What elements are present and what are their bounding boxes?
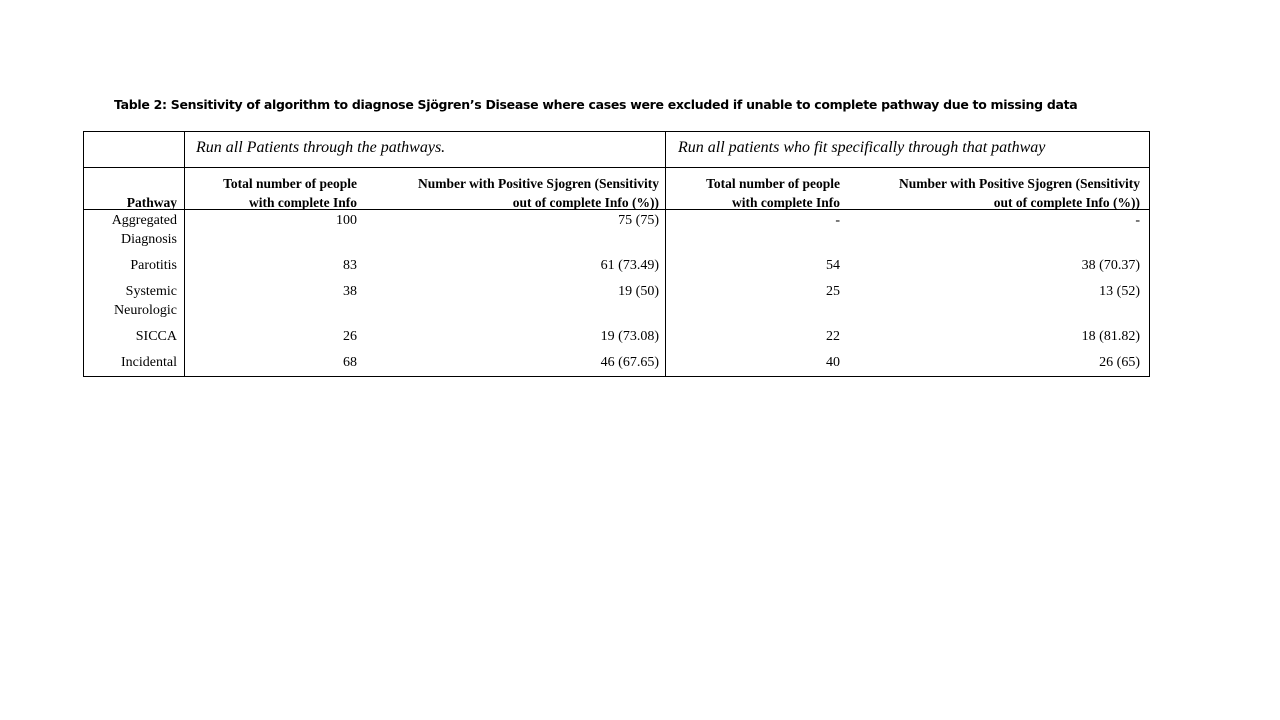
table-cell-positive-all: 19 (73.08)	[600, 329, 659, 344]
group-header-rule	[83, 167, 1150, 168]
col-header-pathway: Pathway	[126, 195, 177, 210]
table-divider-groups	[665, 132, 666, 376]
table-divider-pathway	[184, 132, 185, 376]
group-header-all-patients: Run all Patients through the pathways.	[196, 139, 446, 156]
table-cell-total-fit: 40	[826, 355, 840, 370]
table-cell-positive-all: 46 (67.65)	[600, 355, 659, 370]
col-header-total-all: Total number of people with complete Info	[223, 176, 357, 210]
table-cell-total-fit: 25	[826, 284, 840, 299]
table-cell-pathway: Aggregated Diagnosis	[111, 213, 177, 247]
table-cell-positive-fit: 26 (65)	[1099, 355, 1140, 370]
table-cell-total-all: 100	[336, 213, 357, 228]
table-cell-pathway: Parotitis	[130, 258, 177, 273]
table-cell-total-fit: 22	[826, 329, 840, 344]
col-header-positive-fit: Number with Positive Sjogren (Sensitivity out of complete Info (%))	[899, 176, 1140, 210]
table-cell-total-all: 68	[343, 355, 357, 370]
table-cell-total-fit: 54	[826, 258, 840, 273]
table-cell-positive-fit: 18 (81.82)	[1081, 329, 1140, 344]
table-cell-positive-fit: 13 (52)	[1099, 284, 1140, 299]
table-border-right	[1149, 132, 1150, 376]
table-cell-total-all: 83	[343, 258, 357, 273]
table-cell-positive-all: 19 (50)	[618, 284, 659, 299]
table-cell-positive-all: 75 (75)	[618, 213, 659, 228]
col-header-positive-all: Number with Positive Sjogren (Sensitivity out of complete Info (%))	[418, 176, 659, 210]
table-cell-pathway: Systemic Neurologic	[114, 284, 177, 318]
col-header-total-fit: Total number of people with complete Info	[706, 176, 840, 210]
table-caption: Table 2: Sensitivity of algorithm to diagnose Sjögren’s Disease where cases were excluded if unable to complete pathway due to missing data	[114, 97, 1078, 112]
group-header-fit-patients: Run all patients who fit specifically through that pathway	[678, 139, 1046, 156]
table-cell-positive-fit: 38 (70.37)	[1081, 258, 1140, 273]
table-cell-total-fit: -	[835, 213, 840, 228]
table-border-left	[83, 132, 84, 376]
table-cell-total-all: 38	[343, 284, 357, 299]
table-cell-pathway: SICCA	[135, 329, 177, 344]
table-cell-total-all: 26	[343, 329, 357, 344]
sensitivity-table	[83, 131, 1150, 377]
table-cell-pathway: Incidental	[121, 355, 177, 370]
table-cell-positive-all: 61 (73.49)	[600, 258, 659, 273]
table-cell-positive-fit: -	[1135, 213, 1140, 228]
